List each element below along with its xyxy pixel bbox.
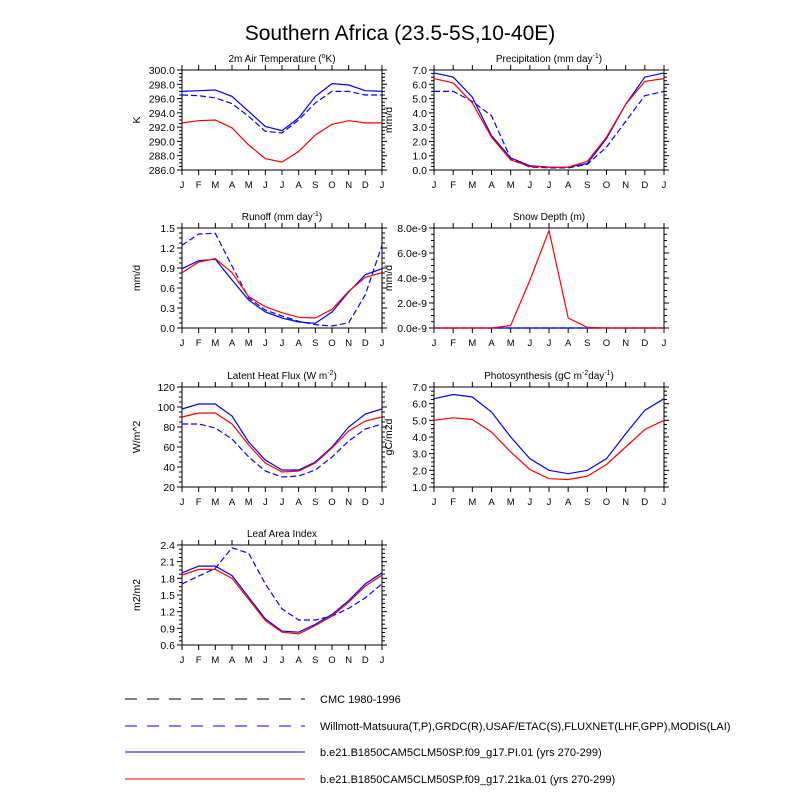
x-tick-label: M	[468, 180, 477, 191]
x-tick-label: O	[602, 497, 611, 508]
y-tick-label: 2.4	[160, 540, 175, 552]
x-tick-label: S	[312, 338, 319, 349]
x-tick-label: J	[431, 497, 437, 508]
y-tick-label: 40	[163, 462, 175, 474]
y-tick-label: 0.0	[160, 323, 175, 335]
title-sup: o	[321, 53, 326, 60]
y-axis-label: W/m^2	[131, 420, 143, 454]
x-tick-label: A	[228, 338, 236, 349]
x-tick-label: O	[328, 180, 336, 191]
x-tick-label: J	[527, 180, 533, 191]
legend-label: b.e21.B1850CAM5CLM50SP.f09_g17.PI.01 (yrs 270-299)	[320, 747, 602, 759]
y-tick-label: 4.0	[412, 432, 427, 444]
x-tick-label: M	[211, 180, 220, 191]
series-line-21ka-01	[434, 79, 664, 168]
y-tick-label: 2.0e-9	[397, 298, 427, 310]
title-text: K)	[325, 54, 336, 65]
x-tick-label: D	[361, 180, 369, 191]
y-tick-label: 286.0	[148, 165, 175, 177]
x-tick-label: A	[295, 655, 302, 666]
legend-item	[125, 747, 602, 759]
x-tick-label: F	[195, 180, 202, 191]
y-tick-label: 2.0	[412, 465, 427, 478]
y-axis-label: mm/d	[383, 106, 395, 134]
x-tick-label: J	[279, 655, 285, 666]
legend-label: b.e21.B1850CAM5CLM50SP.f09_g17.21ka.01 (yrs 270-299)	[320, 774, 616, 786]
y-tick-label: 294.0	[148, 107, 175, 120]
title-text: )	[318, 212, 323, 223]
y-tick-label: 0.6	[160, 640, 175, 652]
y-tick-label: 1.0	[412, 482, 427, 494]
series-line-21ka-01	[182, 120, 382, 162]
y-tick-label: 0.9	[160, 263, 175, 275]
series-line-pi-01	[182, 84, 382, 131]
y-tick-label: 7.0	[412, 382, 427, 394]
title-text: Photosynthesis (gC m	[484, 371, 582, 382]
series-line-pi-01	[434, 395, 664, 474]
y-tick-label: 120	[157, 382, 175, 394]
legend-item	[125, 694, 401, 706]
y-tick-label: 7.0	[412, 65, 427, 77]
x-tick-label: M	[211, 497, 220, 508]
y-axis-label: mm/d	[383, 264, 395, 292]
x-tick-label: J	[431, 338, 437, 349]
y-tick-label: 100	[157, 402, 175, 414]
x-tick-label: O	[602, 180, 611, 191]
title-text: Precipitation (mm day	[495, 54, 593, 65]
y-tick-label: 0.6	[160, 283, 175, 295]
title-text: Leaf Area Index	[246, 529, 318, 540]
x-tick-label: S	[312, 180, 319, 191]
x-tick-label: N	[345, 338, 353, 349]
x-tick-label: J	[262, 338, 268, 349]
x-tick-label: J	[546, 338, 552, 349]
y-tick-label: 6.0	[412, 79, 427, 92]
x-tick-label: J	[379, 180, 385, 191]
series-line-21ka-01	[182, 569, 382, 634]
legend-item	[125, 774, 615, 786]
y-axis-label: mm/d	[131, 264, 143, 292]
title-sup: -1	[604, 370, 611, 377]
x-tick-label: F	[195, 338, 202, 349]
x-tick-label: M	[506, 180, 515, 191]
x-tick-label: J	[179, 338, 185, 349]
title-sup: -2	[581, 370, 589, 377]
y-tick-label: 20	[163, 482, 175, 494]
x-tick-label: O	[328, 338, 336, 349]
x-tick-label: A	[488, 497, 495, 508]
y-tick-label: 2.1	[160, 556, 175, 569]
panel-3	[383, 212, 669, 349]
y-tick-label: 1.0	[412, 150, 427, 163]
x-tick-label: D	[641, 180, 649, 191]
panel-6	[131, 529, 387, 666]
panel-title	[513, 212, 585, 223]
x-tick-label: S	[312, 497, 319, 508]
x-tick-label: A	[295, 338, 302, 349]
x-tick-label: A	[228, 655, 236, 666]
x-tick-label: J	[279, 180, 285, 191]
y-tick-label: 4.0	[412, 107, 427, 120]
panel-title	[247, 529, 317, 540]
panel-title	[228, 53, 335, 65]
x-tick-label: A	[228, 497, 236, 508]
series-line-pi-01	[182, 259, 382, 323]
panels	[131, 53, 669, 666]
x-tick-label: D	[361, 497, 369, 508]
y-tick-label: 0.9	[160, 623, 175, 636]
series-line-pi-01	[182, 404, 382, 470]
x-tick-label: F	[450, 338, 457, 349]
x-tick-label: N	[345, 655, 353, 666]
x-tick-label: S	[584, 180, 591, 191]
x-tick-label: O	[328, 655, 336, 666]
x-tick-label: M	[506, 338, 515, 349]
x-tick-label: D	[361, 338, 369, 349]
plot-frame	[434, 70, 664, 170]
title-text: day	[588, 371, 605, 382]
x-tick-label: A	[564, 180, 572, 191]
x-tick-label: F	[450, 180, 457, 191]
y-tick-label: 0.0	[412, 165, 427, 177]
title-text: )	[610, 371, 614, 382]
title-text: Runoff (mm day	[241, 212, 313, 223]
panel-1	[383, 53, 669, 191]
x-tick-label: J	[179, 180, 185, 191]
series-line-modis	[182, 548, 382, 620]
x-tick-label: N	[622, 497, 630, 508]
x-tick-label: A	[488, 338, 495, 349]
x-tick-label: J	[661, 338, 667, 349]
x-tick-label: A	[564, 497, 572, 508]
x-tick-label: D	[641, 338, 649, 349]
y-tick-label: 296.0	[148, 93, 175, 106]
series-line-willmott-matsuura	[434, 91, 664, 167]
x-tick-label: O	[602, 338, 611, 349]
y-tick-label: 8.0e-9	[397, 223, 427, 235]
y-tick-label: 288.0	[148, 150, 175, 163]
y-tick-label: 1.5	[160, 590, 175, 602]
panel-5	[383, 370, 669, 508]
x-tick-label: J	[661, 180, 667, 191]
x-tick-label: F	[450, 497, 457, 508]
y-tick-label: 6.0	[412, 398, 427, 411]
x-tick-label: J	[546, 180, 552, 191]
y-axis-label: gC/m2d	[383, 418, 395, 456]
plot-frame	[182, 545, 382, 645]
y-tick-label: 0.3	[160, 303, 175, 315]
title-text: )	[598, 54, 603, 65]
x-tick-label: D	[641, 497, 649, 508]
x-tick-label: N	[345, 180, 353, 191]
x-tick-label: J	[379, 497, 385, 508]
panel-title	[227, 370, 337, 382]
title-text: 2m Air Temperature (	[228, 54, 322, 65]
y-tick-label: 4.0e-9	[397, 273, 427, 285]
title-text: Snow Depth (m)	[512, 212, 586, 223]
x-tick-label: M	[211, 338, 220, 349]
panel-title	[242, 211, 323, 223]
y-tick-label: 80	[163, 422, 175, 434]
title-text: )	[333, 371, 337, 382]
x-tick-label: J	[262, 655, 268, 666]
legend	[125, 694, 731, 786]
y-axis-label: m2/m2	[131, 578, 143, 612]
x-tick-label: J	[379, 338, 385, 349]
x-tick-label: J	[527, 338, 533, 349]
x-tick-label: M	[244, 497, 253, 508]
panel-4	[131, 370, 387, 508]
x-tick-label: M	[244, 180, 253, 191]
plot-frame	[434, 387, 664, 487]
x-tick-label: N	[622, 338, 630, 349]
x-tick-label: M	[244, 655, 253, 666]
series-line-21ka-01	[434, 231, 664, 329]
title-sup: -1	[592, 53, 599, 60]
legend-label: CMC 1980-1996	[320, 694, 401, 706]
x-tick-label: S	[584, 338, 591, 349]
x-tick-label: J	[546, 497, 552, 508]
y-axis-label: K	[131, 116, 143, 124]
y-tick-label: 292.0	[148, 122, 175, 135]
x-tick-label: A	[295, 497, 302, 508]
series-line-21ka-01	[182, 413, 382, 472]
y-tick-label: 300.0	[148, 65, 175, 77]
x-tick-label: F	[195, 497, 202, 508]
y-tick-label: 5.0	[412, 415, 427, 428]
x-tick-label: A	[295, 180, 302, 191]
y-tick-label: 298.0	[148, 79, 175, 92]
x-tick-label: D	[361, 655, 369, 666]
y-tick-label: 0.0e-9	[397, 323, 427, 335]
panel-title	[484, 370, 614, 382]
series-line-willmott-matsuura	[182, 91, 382, 132]
x-tick-label: M	[506, 497, 515, 508]
y-tick-label: 1.2	[160, 606, 175, 619]
y-tick-label: 5.0	[412, 93, 427, 106]
x-tick-label: N	[622, 180, 630, 191]
panel-0	[131, 53, 387, 191]
x-tick-label: M	[244, 338, 253, 349]
title-sup: -2	[327, 370, 334, 377]
legend-label: Willmott-Matsuura(T,P),GRDC(R),USAF/ETAC(S),FLUXNET(LHF,GPP),MODIS(LAI)	[320, 721, 731, 733]
series-line-fluxnet	[182, 424, 382, 477]
x-tick-label: J	[262, 497, 268, 508]
y-tick-label: 3.0	[412, 122, 427, 135]
y-tick-label: 6.0e-9	[397, 248, 427, 260]
x-tick-label: J	[262, 180, 268, 191]
legend-item	[125, 721, 731, 733]
y-tick-label: 60	[163, 442, 175, 454]
x-tick-label: J	[661, 497, 667, 508]
y-tick-label: 290.0	[148, 136, 175, 149]
x-tick-label: A	[228, 180, 236, 191]
x-tick-label: M	[468, 497, 477, 508]
x-tick-label: O	[328, 497, 336, 508]
y-tick-label: 1.5	[160, 223, 175, 235]
x-tick-label: M	[468, 338, 477, 349]
panel-title	[496, 53, 602, 65]
x-tick-label: A	[564, 338, 572, 349]
x-tick-label: J	[279, 497, 285, 508]
title-text: Latent Heat Flux (W m	[227, 371, 328, 382]
y-tick-label: 1.8	[160, 573, 175, 586]
y-tick-label: 2.0	[412, 136, 427, 149]
x-tick-label: J	[527, 497, 533, 508]
y-tick-label: 1.2	[160, 243, 175, 255]
series-line-pi-01	[434, 73, 664, 167]
title-sup: -1	[312, 211, 319, 218]
panel-2	[131, 211, 387, 349]
x-tick-label: J	[179, 655, 185, 666]
x-tick-label: S	[584, 497, 591, 508]
x-tick-label: F	[195, 655, 202, 666]
x-tick-label: J	[379, 655, 385, 666]
x-tick-label: J	[431, 180, 437, 191]
main-title: Southern Africa (23.5-5S,10-40E)	[244, 22, 556, 45]
plot-frame	[434, 228, 664, 328]
x-tick-label: M	[211, 655, 220, 666]
x-tick-label: J	[279, 338, 285, 349]
y-tick-label: 3.0	[412, 448, 427, 461]
x-tick-label: S	[312, 655, 319, 666]
x-tick-label: A	[488, 180, 495, 191]
x-tick-label: J	[179, 497, 185, 508]
x-tick-label: N	[345, 497, 353, 508]
series-line-21ka-01	[182, 259, 382, 318]
